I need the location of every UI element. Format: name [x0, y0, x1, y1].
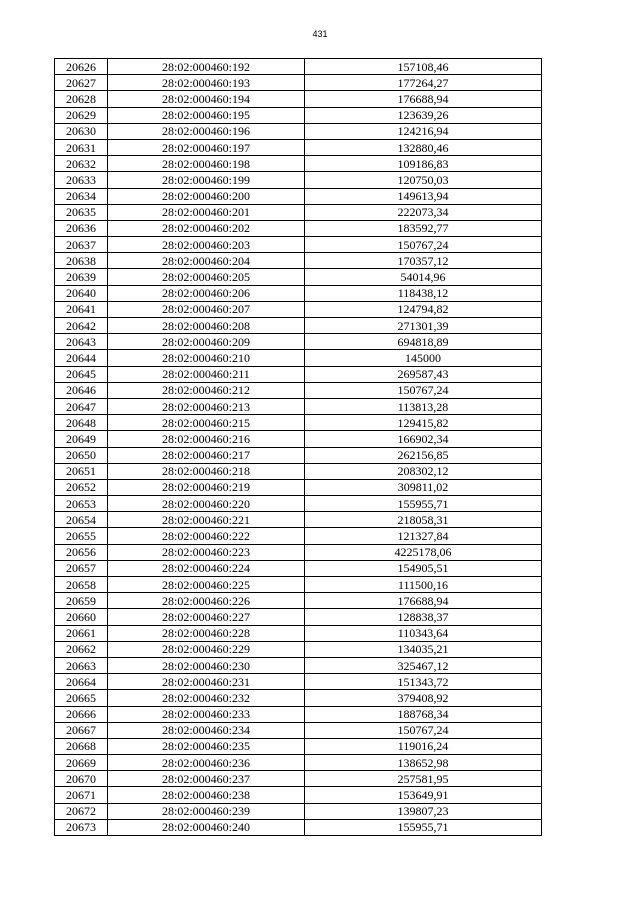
row-number-cell: 20642 — [55, 318, 108, 334]
cadastral-value-table — [54, 58, 542, 836]
cadastral-value-cell: 271301,39 — [305, 318, 542, 334]
table-row — [55, 237, 542, 253]
cadastral-number-cell: 28:02:000460:216 — [108, 431, 305, 447]
page-number: 431 — [312, 29, 328, 39]
table-row — [55, 59, 542, 75]
row-number-cell: 20649 — [55, 431, 108, 447]
cadastral-number-cell: 28:02:000460:231 — [108, 674, 305, 690]
cadastral-number-cell: 28:02:000460:239 — [108, 803, 305, 819]
cadastral-value-cell: 325467,12 — [305, 657, 542, 673]
row-number-cell: 20631 — [55, 139, 108, 155]
table-row — [55, 674, 542, 690]
table-row — [55, 528, 542, 544]
table-row — [55, 819, 542, 835]
cadastral-value-cell: 262156,85 — [305, 447, 542, 463]
row-number-cell: 20654 — [55, 512, 108, 528]
cadastral-value-cell: 149613,94 — [305, 188, 542, 204]
table-row — [55, 447, 542, 463]
row-number-cell: 20657 — [55, 560, 108, 576]
table-row — [55, 220, 542, 236]
cadastral-value-cell: 128838,37 — [305, 609, 542, 625]
cadastral-number-cell: 28:02:000460:202 — [108, 220, 305, 236]
row-number-cell: 20655 — [55, 528, 108, 544]
cadastral-value-cell: 155955,71 — [305, 819, 542, 835]
cadastral-number-cell: 28:02:000460:220 — [108, 496, 305, 512]
table-row — [55, 334, 542, 350]
table-row — [55, 690, 542, 706]
row-number-cell: 20632 — [55, 156, 108, 172]
table-row — [55, 803, 542, 819]
table-row — [55, 593, 542, 609]
cadastral-number-cell: 28:02:000460:237 — [108, 771, 305, 787]
cadastral-value-cell: 120750,03 — [305, 172, 542, 188]
cadastral-value-cell: 134035,21 — [305, 641, 542, 657]
cadastral-number-cell: 28:02:000460:230 — [108, 657, 305, 673]
table-row — [55, 771, 542, 787]
cadastral-number-cell: 28:02:000460:234 — [108, 722, 305, 738]
table-row — [55, 431, 542, 447]
table-row — [55, 755, 542, 771]
table-row — [55, 253, 542, 269]
cadastral-value-cell: 109186,83 — [305, 156, 542, 172]
cadastral-value-cell: 154905,51 — [305, 560, 542, 576]
row-number-cell: 20637 — [55, 237, 108, 253]
cadastral-number-cell: 28:02:000460:206 — [108, 285, 305, 301]
table-row — [55, 318, 542, 334]
cadastral-value-cell: 138652,98 — [305, 755, 542, 771]
cadastral-number-cell: 28:02:000460:215 — [108, 415, 305, 431]
row-number-cell: 20665 — [55, 690, 108, 706]
row-number-cell: 20638 — [55, 253, 108, 269]
row-number-cell: 20651 — [55, 463, 108, 479]
cadastral-number-cell: 28:02:000460:194 — [108, 91, 305, 107]
row-number-cell: 20656 — [55, 544, 108, 560]
cadastral-number-cell: 28:02:000460:223 — [108, 544, 305, 560]
cadastral-number-cell: 28:02:000460:199 — [108, 172, 305, 188]
cadastral-number-cell: 28:02:000460:229 — [108, 641, 305, 657]
cadastral-number-cell: 28:02:000460:210 — [108, 350, 305, 366]
table-row — [55, 366, 542, 382]
table-row — [55, 172, 542, 188]
cadastral-number-cell: 28:02:000460:203 — [108, 237, 305, 253]
table-row — [55, 544, 542, 560]
cadastral-number-cell: 28:02:000460:204 — [108, 253, 305, 269]
table-row — [55, 625, 542, 641]
cadastral-number-cell: 28:02:000460:226 — [108, 593, 305, 609]
cadastral-value-cell: 155955,71 — [305, 496, 542, 512]
cadastral-number-cell: 28:02:000460:195 — [108, 107, 305, 123]
table-row — [55, 577, 542, 593]
table-row — [55, 496, 542, 512]
row-number-cell: 20639 — [55, 269, 108, 285]
cadastral-number-cell: 28:02:000460:219 — [108, 479, 305, 495]
cadastral-value-cell: 257581,95 — [305, 771, 542, 787]
cadastral-number-cell: 28:02:000460:205 — [108, 269, 305, 285]
cadastral-number-cell: 28:02:000460:193 — [108, 75, 305, 91]
cadastral-number-cell: 28:02:000460:212 — [108, 382, 305, 398]
row-number-cell: 20644 — [55, 350, 108, 366]
table-row — [55, 479, 542, 495]
cadastral-value-cell: 176688,94 — [305, 593, 542, 609]
row-number-cell: 20626 — [55, 59, 108, 75]
cadastral-value-cell: 379408,92 — [305, 690, 542, 706]
table-row — [55, 188, 542, 204]
cadastral-value-cell: 177264,27 — [305, 75, 542, 91]
cadastral-number-cell: 28:02:000460:207 — [108, 301, 305, 317]
cadastral-number-cell: 28:02:000460:238 — [108, 787, 305, 803]
table-row — [55, 560, 542, 576]
row-number-cell: 20647 — [55, 398, 108, 414]
cadastral-number-cell: 28:02:000460:197 — [108, 139, 305, 155]
table-row — [55, 609, 542, 625]
table-row — [55, 706, 542, 722]
table-row — [55, 398, 542, 414]
cadastral-value-cell: 4225178,06 — [305, 544, 542, 560]
row-number-cell: 20636 — [55, 220, 108, 236]
cadastral-value-cell: 54014,96 — [305, 269, 542, 285]
table-row — [55, 463, 542, 479]
cadastral-value-cell: 110343,64 — [305, 625, 542, 641]
row-number-cell: 20653 — [55, 496, 108, 512]
cadastral-number-cell: 28:02:000460:225 — [108, 577, 305, 593]
cadastral-value-cell: 188768,34 — [305, 706, 542, 722]
cadastral-value-cell: 132880,46 — [305, 139, 542, 155]
row-number-cell: 20669 — [55, 755, 108, 771]
cadastral-number-cell: 28:02:000460:213 — [108, 398, 305, 414]
cadastral-number-cell: 28:02:000460:240 — [108, 819, 305, 835]
row-number-cell: 20660 — [55, 609, 108, 625]
cadastral-number-cell: 28:02:000460:217 — [108, 447, 305, 463]
row-number-cell: 20629 — [55, 107, 108, 123]
row-number-cell: 20662 — [55, 641, 108, 657]
cadastral-value-cell: 124794,82 — [305, 301, 542, 317]
row-number-cell: 20672 — [55, 803, 108, 819]
table-row — [55, 269, 542, 285]
cadastral-value-cell: 222073,34 — [305, 204, 542, 220]
cadastral-value-cell: 124216,94 — [305, 123, 542, 139]
cadastral-value-cell: 176688,94 — [305, 91, 542, 107]
row-number-cell: 20661 — [55, 625, 108, 641]
cadastral-number-cell: 28:02:000460:218 — [108, 463, 305, 479]
cadastral-value-cell: 694818,89 — [305, 334, 542, 350]
row-number-cell: 20627 — [55, 75, 108, 91]
cadastral-value-cell: 121327,84 — [305, 528, 542, 544]
table-row — [55, 301, 542, 317]
cadastral-number-cell: 28:02:000460:192 — [108, 59, 305, 75]
cadastral-number-cell: 28:02:000460:227 — [108, 609, 305, 625]
table-row — [55, 641, 542, 657]
cadastral-number-cell: 28:02:000460:209 — [108, 334, 305, 350]
row-number-cell: 20659 — [55, 593, 108, 609]
cadastral-value-cell: 151343,72 — [305, 674, 542, 690]
table-row — [55, 382, 542, 398]
row-number-cell: 20646 — [55, 382, 108, 398]
table-row — [55, 75, 542, 91]
row-number-cell: 20668 — [55, 738, 108, 754]
row-number-cell: 20633 — [55, 172, 108, 188]
cadastral-value-cell: 157108,46 — [305, 59, 542, 75]
row-number-cell: 20635 — [55, 204, 108, 220]
table-row — [55, 285, 542, 301]
row-number-cell: 20671 — [55, 787, 108, 803]
cadastral-number-cell: 28:02:000460:200 — [108, 188, 305, 204]
cadastral-value-cell: 150767,24 — [305, 722, 542, 738]
cadastral-value-cell: 145000 — [305, 350, 542, 366]
cadastral-number-cell: 28:02:000460:235 — [108, 738, 305, 754]
cadastral-value-cell: 218058,31 — [305, 512, 542, 528]
table-row — [55, 787, 542, 803]
cadastral-value-cell: 150767,24 — [305, 237, 542, 253]
table-row — [55, 722, 542, 738]
cadastral-number-cell: 28:02:000460:221 — [108, 512, 305, 528]
row-number-cell: 20630 — [55, 123, 108, 139]
table-row — [55, 204, 542, 220]
cadastral-number-cell: 28:02:000460:236 — [108, 755, 305, 771]
table-row — [55, 415, 542, 431]
row-number-cell: 20645 — [55, 366, 108, 382]
cadastral-value-cell: 129415,82 — [305, 415, 542, 431]
row-number-cell: 20658 — [55, 577, 108, 593]
cadastral-value-cell: 153649,91 — [305, 787, 542, 803]
table-row — [55, 91, 542, 107]
cadastral-value-cell: 208302,12 — [305, 463, 542, 479]
cadastral-value-cell: 166902,34 — [305, 431, 542, 447]
row-number-cell: 20667 — [55, 722, 108, 738]
table-row — [55, 139, 542, 155]
row-number-cell: 20673 — [55, 819, 108, 835]
row-number-cell: 20634 — [55, 188, 108, 204]
row-number-cell: 20652 — [55, 479, 108, 495]
row-number-cell: 20664 — [55, 674, 108, 690]
cadastral-value-cell: 113813,28 — [305, 398, 542, 414]
cadastral-value-cell: 111500,16 — [305, 577, 542, 593]
table-row — [55, 738, 542, 754]
table-row — [55, 123, 542, 139]
row-number-cell: 20663 — [55, 657, 108, 673]
row-number-cell: 20643 — [55, 334, 108, 350]
cadastral-value-cell: 139807,23 — [305, 803, 542, 819]
row-number-cell: 20640 — [55, 285, 108, 301]
cadastral-value-cell: 269587,43 — [305, 366, 542, 382]
row-number-cell: 20641 — [55, 301, 108, 317]
cadastral-value-cell: 123639,26 — [305, 107, 542, 123]
table-row — [55, 657, 542, 673]
cadastral-number-cell: 28:02:000460:198 — [108, 156, 305, 172]
cadastral-value-cell: 309811,02 — [305, 479, 542, 495]
cadastral-number-cell: 28:02:000460:196 — [108, 123, 305, 139]
cadastral-value-cell: 183592,77 — [305, 220, 542, 236]
table-body — [55, 59, 542, 836]
cadastral-value-cell: 119016,24 — [305, 738, 542, 754]
table-row — [55, 512, 542, 528]
cadastral-number-cell: 28:02:000460:222 — [108, 528, 305, 544]
cadastral-number-cell: 28:02:000460:201 — [108, 204, 305, 220]
table-row — [55, 350, 542, 366]
cadastral-value-cell: 150767,24 — [305, 382, 542, 398]
cadastral-number-cell: 28:02:000460:224 — [108, 560, 305, 576]
row-number-cell: 20670 — [55, 771, 108, 787]
row-number-cell: 20648 — [55, 415, 108, 431]
row-number-cell: 20666 — [55, 706, 108, 722]
cadastral-value-cell: 118438,12 — [305, 285, 542, 301]
row-number-cell: 20650 — [55, 447, 108, 463]
cadastral-number-cell: 28:02:000460:208 — [108, 318, 305, 334]
row-number-cell: 20628 — [55, 91, 108, 107]
cadastral-number-cell: 28:02:000460:233 — [108, 706, 305, 722]
cadastral-number-cell: 28:02:000460:228 — [108, 625, 305, 641]
cadastral-number-cell: 28:02:000460:211 — [108, 366, 305, 382]
cadastral-value-cell: 170357,12 — [305, 253, 542, 269]
cadastral-number-cell: 28:02:000460:232 — [108, 690, 305, 706]
table-row — [55, 107, 542, 123]
table-row — [55, 156, 542, 172]
